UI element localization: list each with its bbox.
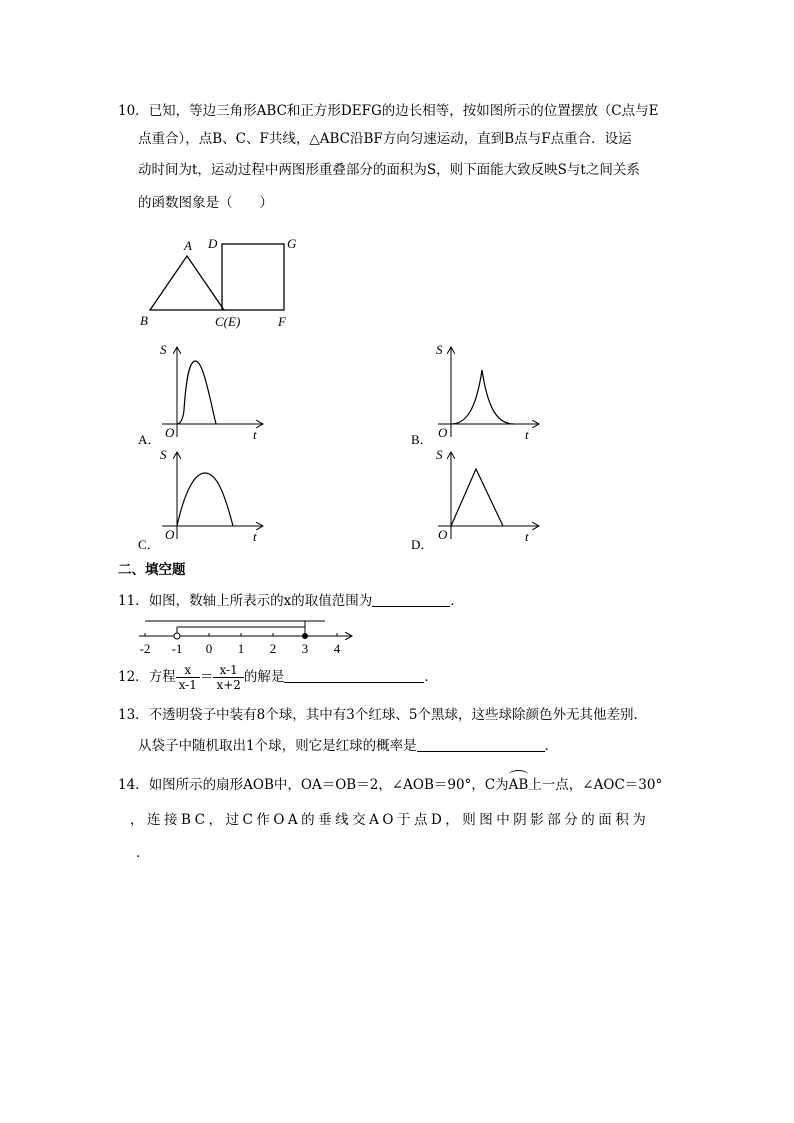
q10-line-1 <box>118 101 688 121</box>
label-g: G <box>287 236 297 251</box>
option-b-graph <box>408 340 543 450</box>
curve-a <box>177 361 216 424</box>
q10-figure <box>135 232 310 332</box>
option-a-graph <box>135 340 270 450</box>
origin-label: O <box>165 425 175 440</box>
q14-line-1 <box>118 775 688 795</box>
t-label: t <box>525 529 529 544</box>
label-a: A <box>184 238 192 253</box>
tick-label: 1 <box>237 641 245 656</box>
q12-end: ． <box>424 669 438 685</box>
origin-label: O <box>438 425 448 440</box>
label-f: F <box>278 314 286 329</box>
frac2-num: x-1 <box>213 663 243 678</box>
frac2-den: x+2 <box>216 678 241 692</box>
tick-label: 0 <box>205 641 213 656</box>
curve-b <box>451 370 514 424</box>
q11-answer-blank[interactable] <box>372 592 450 607</box>
curve-c <box>177 473 233 526</box>
q12-answer-blank[interactable] <box>284 668 424 683</box>
section-heading: 二、填空题 <box>118 562 186 578</box>
q14-text-3: ． <box>136 845 150 861</box>
label-b: B <box>140 313 148 328</box>
q10-text-4: 的函数图象是（ ） <box>138 195 273 211</box>
q14-text-2: ，连接BC，过C作OA的垂线交AO于点D，则图中阴影部分的面积为 <box>130 812 650 828</box>
s-label: S <box>436 447 443 462</box>
q12-number: 12． <box>118 669 149 685</box>
q13-answer-blank[interactable] <box>417 737 545 752</box>
option-d-graph <box>408 445 543 555</box>
frac1-den: x-1 <box>178 678 197 692</box>
open-point <box>174 633 180 639</box>
q13-line-2 <box>138 736 708 756</box>
option-a-letter: A． <box>138 432 161 447</box>
q10-number: 10． <box>118 103 149 119</box>
q14-number: 14． <box>118 777 149 793</box>
tick-label: -1 <box>171 641 183 656</box>
q13-end: ． <box>544 738 559 754</box>
label-ce: C(E) <box>215 314 241 329</box>
q11-line <box>118 591 688 611</box>
triangle-abc <box>150 256 224 310</box>
fraction-2 <box>213 663 243 692</box>
t-label: t <box>253 427 257 442</box>
s-label: S <box>160 447 167 462</box>
q13-number: 13． <box>118 707 149 723</box>
tick-label: -2 <box>139 641 151 656</box>
s-label: S <box>160 342 167 357</box>
number-line <box>135 614 360 658</box>
q10-text-1: 已知，等边三角形ABC和正方形DEFG的边长相等，按如图所示的位置摆放（C点与E <box>148 103 659 119</box>
q11-number: 11． <box>118 593 149 609</box>
q11-end: ． <box>450 593 464 609</box>
q13-text-1: 不透明袋子中装有8个球，其中有3个红球、5个黑球，这些球除颜色外无其他差别． <box>148 707 647 723</box>
square-defg <box>222 244 284 310</box>
origin-label: O <box>438 527 448 542</box>
q11-text: 如图，数轴上所表示的x的取值范围为 <box>148 593 373 609</box>
q10-text-2: 点重合），点B、C、F共线，△ABC沿BF方向匀速运动，直到B点与F点重合．设运 <box>138 131 632 147</box>
tick-label: 3 <box>301 641 309 656</box>
option-b-letter: B． <box>411 432 433 447</box>
fraction-1 <box>176 663 200 692</box>
equals-sign: ＝ <box>199 669 214 685</box>
q13-line-1 <box>118 705 688 725</box>
tick-label: 2 <box>269 641 277 656</box>
curve-d <box>451 469 503 526</box>
label-d: D <box>208 236 218 251</box>
arc-ab: AB <box>508 777 529 793</box>
option-d-letter: D． <box>411 537 434 552</box>
q12-suffix: 的解是 <box>243 669 285 685</box>
q14-text-1a: 如图所示的扇形AOB中，OA＝OB＝2，∠AOB＝90°，C为 <box>148 777 509 793</box>
option-c-letter: C． <box>138 537 160 552</box>
q10-text-3: 动时间为t，运动过程中两图形重叠部分的面积为S，则下面能大致反映S与t之间关系 <box>138 162 640 178</box>
s-label: S <box>436 342 443 357</box>
q12-prefix: 方程 <box>148 669 176 685</box>
origin-label: O <box>165 527 175 542</box>
tick-label: 4 <box>333 641 341 656</box>
q13-text-2: 从袋子中随机取出1个球，则它是红球的概率是 <box>138 738 417 754</box>
frac1-num: x <box>176 663 200 678</box>
q14-text-1b: 上一点，∠AOC＝30° <box>528 777 663 793</box>
closed-point <box>302 633 308 639</box>
t-label: t <box>525 427 529 442</box>
t-label: t <box>253 529 257 544</box>
option-c-graph <box>135 445 270 555</box>
q12-line <box>118 662 688 692</box>
